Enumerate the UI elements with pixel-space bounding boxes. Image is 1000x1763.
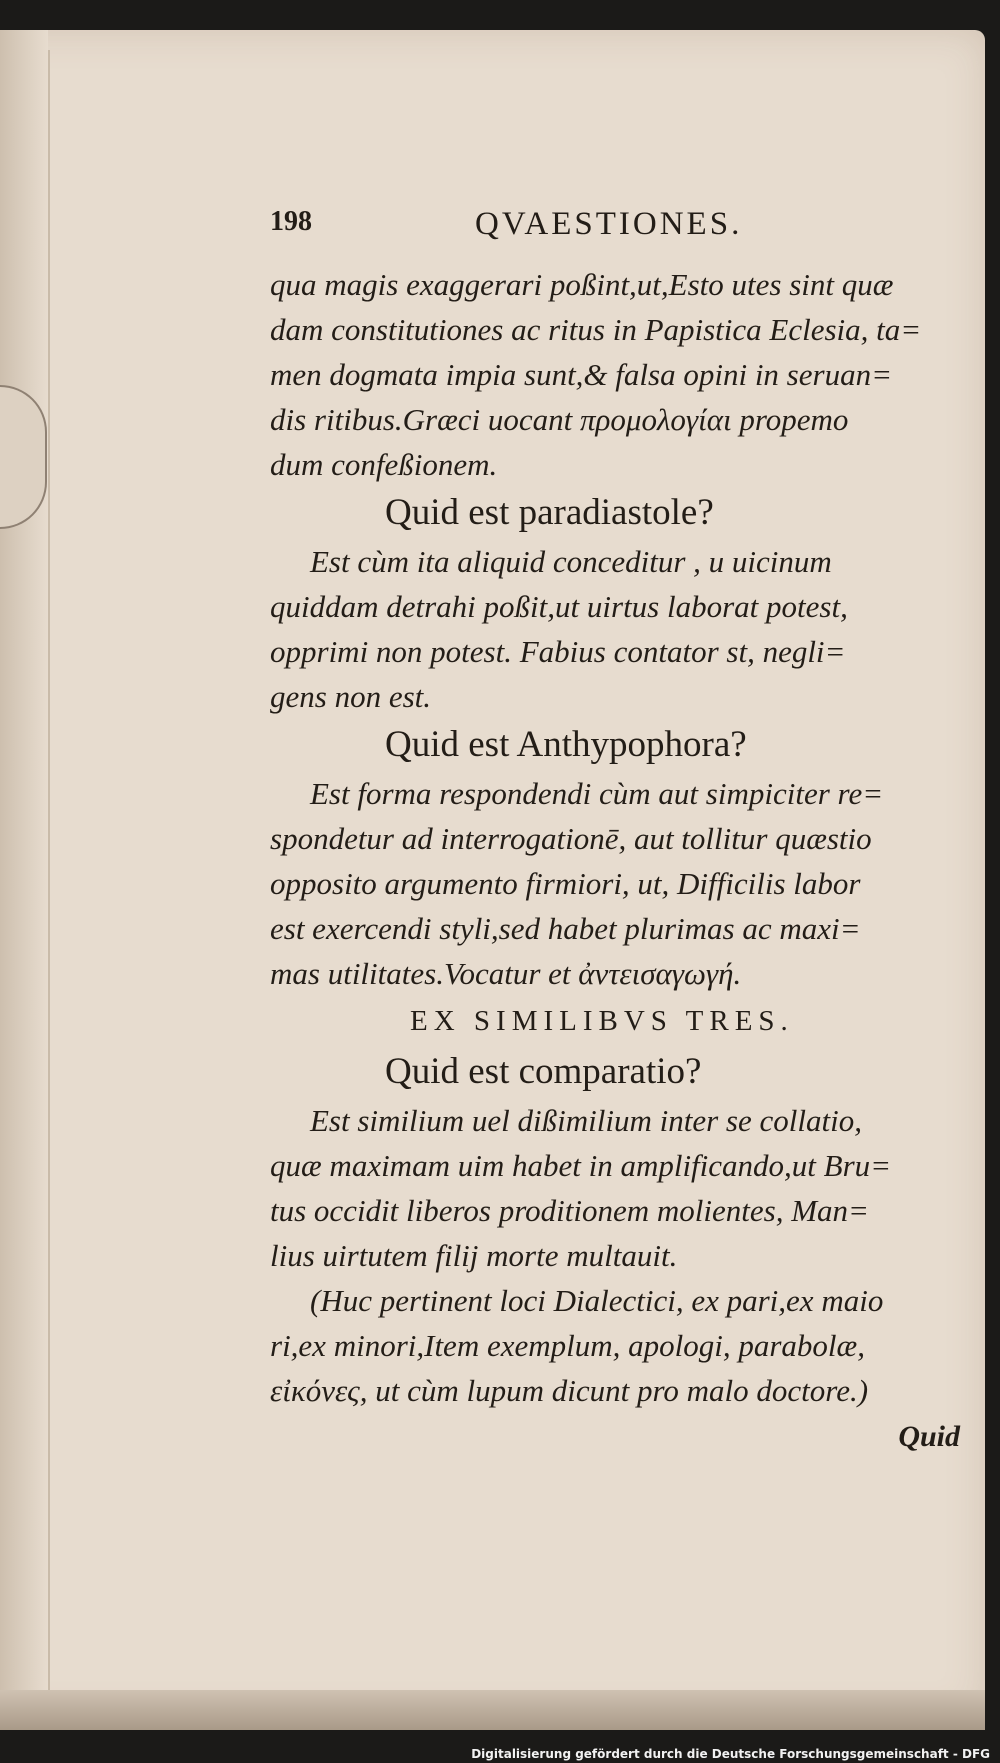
text-line: gens non est. bbox=[270, 679, 432, 714]
paragraph-5 bbox=[270, 1278, 970, 1413]
text-line: men dogmata impia sunt,& falsa opini in seruan= bbox=[270, 357, 892, 392]
paragraph-4 bbox=[270, 1098, 970, 1278]
text-line: est exercendi styli,sed habet plurimas ac maxi= bbox=[270, 911, 861, 946]
question-heading-anthypophora: Quid est Anthypophora? bbox=[385, 724, 747, 765]
digitization-credit: Digitalisierung gefördert durch die Deutsche Forschungsgemeinschaft - DFG bbox=[471, 1747, 990, 1761]
text-line: (Huc pertinent loci Dialectici, ex pari,ex maio bbox=[310, 1283, 884, 1318]
text-line: mas utilitates.Vocatur et ἀντεισαγωγή. bbox=[270, 956, 742, 991]
text-line: Est cùm ita aliquid conceditur , u uicinum bbox=[310, 544, 832, 579]
text-line: lius uirtutem filij morte multauit. bbox=[270, 1238, 678, 1273]
text-line: quiddam detrahi poßit,ut uirtus laborat potest, bbox=[270, 589, 848, 624]
catchword: Quid bbox=[898, 1420, 960, 1453]
page-bottom-edge bbox=[0, 1690, 985, 1730]
question-heading-paradiastole: Quid est paradiastole? bbox=[385, 492, 714, 533]
paragraph-1 bbox=[270, 262, 970, 487]
text-line: Est similium uel dißimilium inter se collatio, bbox=[310, 1103, 862, 1138]
text-line: qua magis exaggerari poßint,ut,Esto utes sint quæ bbox=[270, 267, 894, 302]
paragraph-3 bbox=[270, 771, 970, 996]
section-title: EX SIMILIBVS TRES. bbox=[410, 1005, 794, 1037]
running-head: QVAESTIONES. bbox=[475, 206, 743, 242]
text-line: quæ maximam uim habet in amplificando,ut Bru= bbox=[270, 1148, 892, 1183]
text-line: spondetur ad interrogationē, aut tollitur quæstio bbox=[270, 821, 872, 856]
text-line: dam constitutiones ac ritus in Papistica Eclesia, ta= bbox=[270, 312, 922, 347]
text-line: ri,ex minori,Item exemplum, apologi, parabolæ, bbox=[270, 1328, 865, 1363]
page-header bbox=[270, 206, 970, 262]
page-number: 198 bbox=[270, 206, 312, 237]
text-line: dum confeßionem. bbox=[270, 447, 498, 482]
gutter-fold-line bbox=[48, 50, 50, 1700]
text-line: εἰκόνες, ut cùm lupum dicunt pro malo doctore.) bbox=[270, 1373, 869, 1408]
text-block bbox=[270, 206, 970, 1461]
text-line: dis ritibus.Græci uocant προμολογίαι propemo bbox=[270, 402, 849, 437]
text-line: Est forma respondendi cùm aut simpiciter re= bbox=[310, 776, 884, 811]
question-heading-comparatio: Quid est comparatio? bbox=[385, 1051, 702, 1092]
text-line: tus occidit liberos proditionem molientes, Man= bbox=[270, 1193, 869, 1228]
text-line: opprimi non potest. Fabius contator st, negli= bbox=[270, 634, 846, 669]
text-line: opposito argumento firmiori, ut, Difficilis labor bbox=[270, 866, 861, 901]
paragraph-2 bbox=[270, 539, 970, 719]
page-gutter bbox=[0, 30, 48, 1720]
book-page bbox=[0, 30, 985, 1720]
